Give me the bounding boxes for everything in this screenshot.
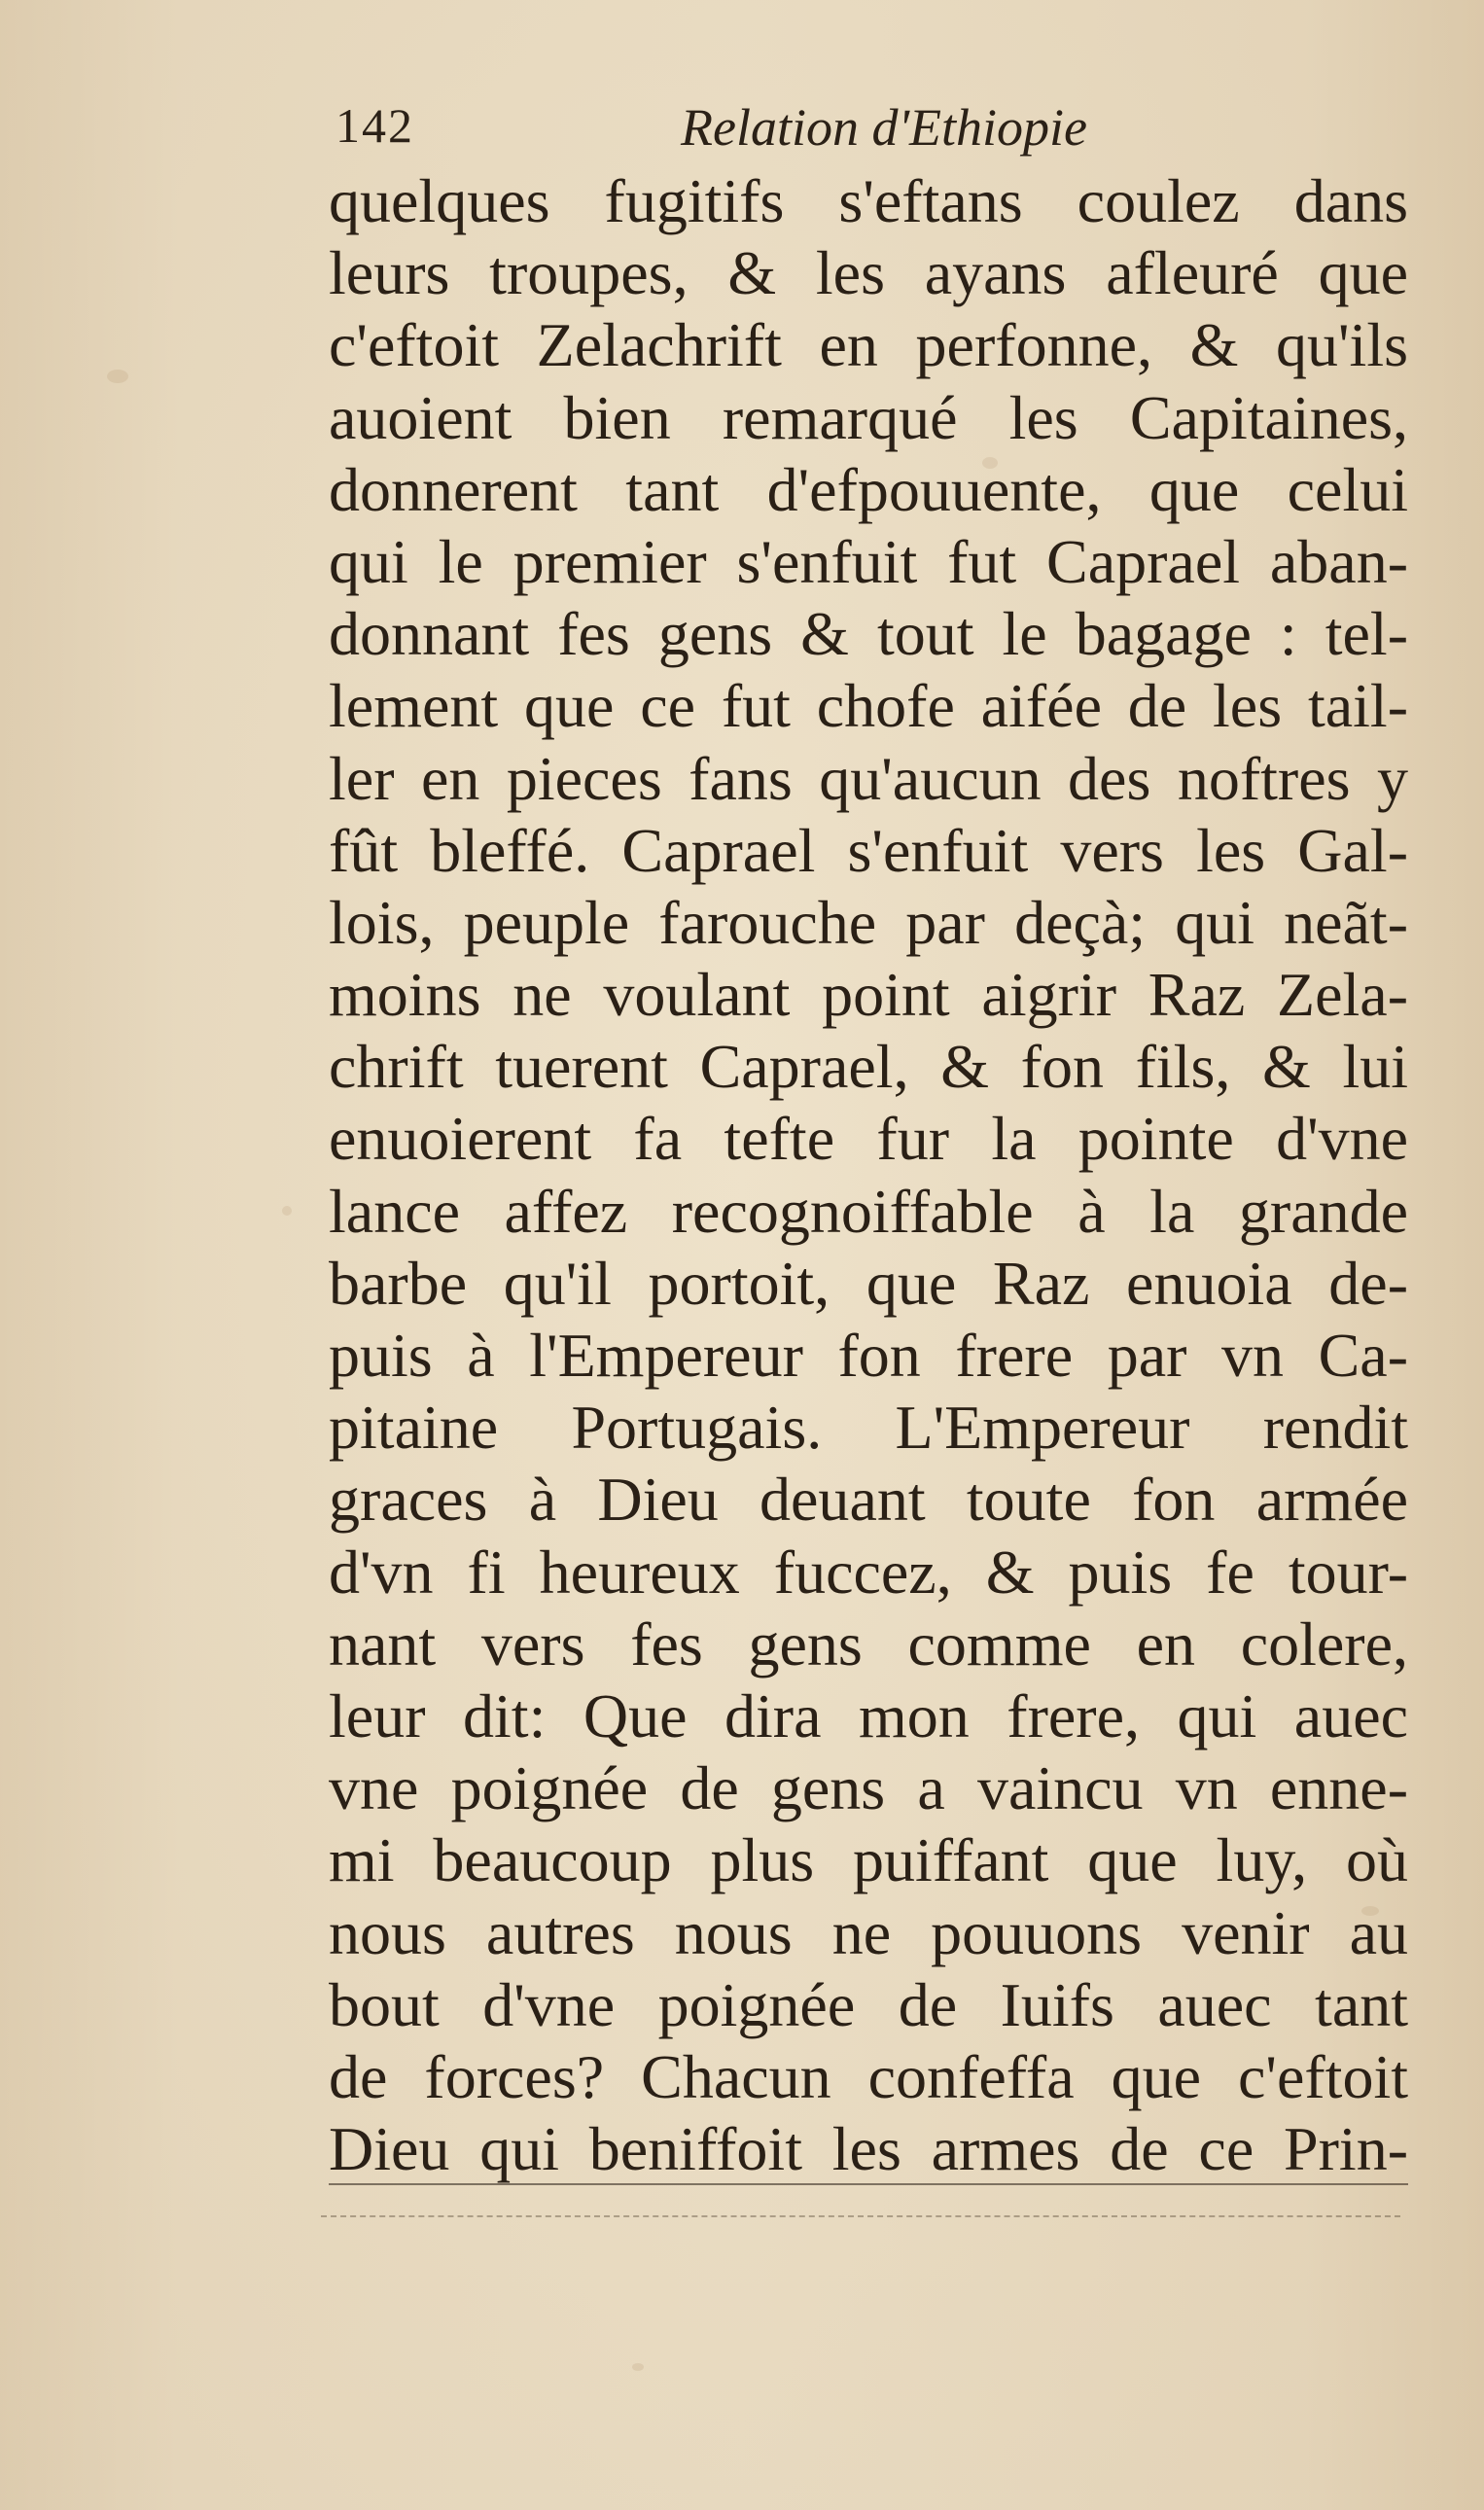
text-line: lois, peuple farouche par deçà; qui neãt- [329,887,1408,957]
text-line: barbe qu'il portoit, que Raz enuoia de- [329,1248,1408,1318]
paper-stain [107,370,128,383]
paper-stain [632,2363,644,2371]
page-header [336,97,1405,165]
text-line: chrift tuerent Caprael, & fon fils, & lui [329,1032,1408,1102]
text-line: moins ne voulant point aigrir Raz Zela- [329,960,1408,1030]
text-line: fût bleffé. Caprael s'enfuit vers les Gal- [329,815,1408,885]
paper-stain [282,1206,292,1216]
text-line: lement que ce fut chofe aifée de les tail- [329,671,1408,741]
text-line: vne poignée de gens a vaincu vn enne- [329,1753,1408,1823]
text-line: nant vers fes gens comme en colere, [329,1609,1408,1679]
text-line: ler en pieces fans qu'aucun des noftres y [329,743,1408,813]
text-line: donnerent tant d'efpouuente, que celui [329,454,1408,524]
body-text [329,165,1408,2185]
text-line: pitaine Portugais. L'Empereur rendit [329,1393,1408,1463]
text-line: auoient bien remarqué les Capitaines, [329,382,1408,452]
text-line: bout d'vne poignée de Iuifs auec tant [329,1969,1408,2039]
text-line: d'vn fi heureux fuccez, & puis fe tour- [329,1537,1408,1607]
text-line: lance affez recognoiffable à la grande [329,1176,1408,1246]
text-line: quelques fugitifs s'eftans coulez dans [329,166,1408,235]
running-title: Relation d'Ethiopie [681,98,1087,157]
page-number: 142 [336,98,414,153]
text-line: qui le premier s'enfuit fut Caprael aban- [329,526,1408,596]
text-line: Dieu qui beniffoit les armes de ce Prin- [329,2114,1408,2184]
text-line: puis à l'Empereur fon frere par vn Ca- [329,1321,1408,1390]
text-line: graces à Dieu deuant toute fon armée [329,1465,1408,1535]
text-line: donnant fes gens & tout le bagage : tel- [329,599,1408,669]
text-line: de forces? Chacun confeffa que c'eftoit [329,2041,1408,2111]
text-line: nous autres nous ne pouuons venir au [329,1897,1408,1967]
bottom-rule [321,2215,1400,2217]
text-line: mi beaucoup plus puiffant que luy, où [329,1825,1408,1895]
text-line: enuoierent fa tefte fur la pointe d'vne [329,1104,1408,1174]
text-line: leurs troupes, & les ayans afleuré que [329,238,1408,308]
text-line: c'eftoit Zelachrift en perfonne, & qu'ils [329,310,1408,380]
text-line: leur dit: Que dira mon frere, qui auec [329,1680,1408,1750]
